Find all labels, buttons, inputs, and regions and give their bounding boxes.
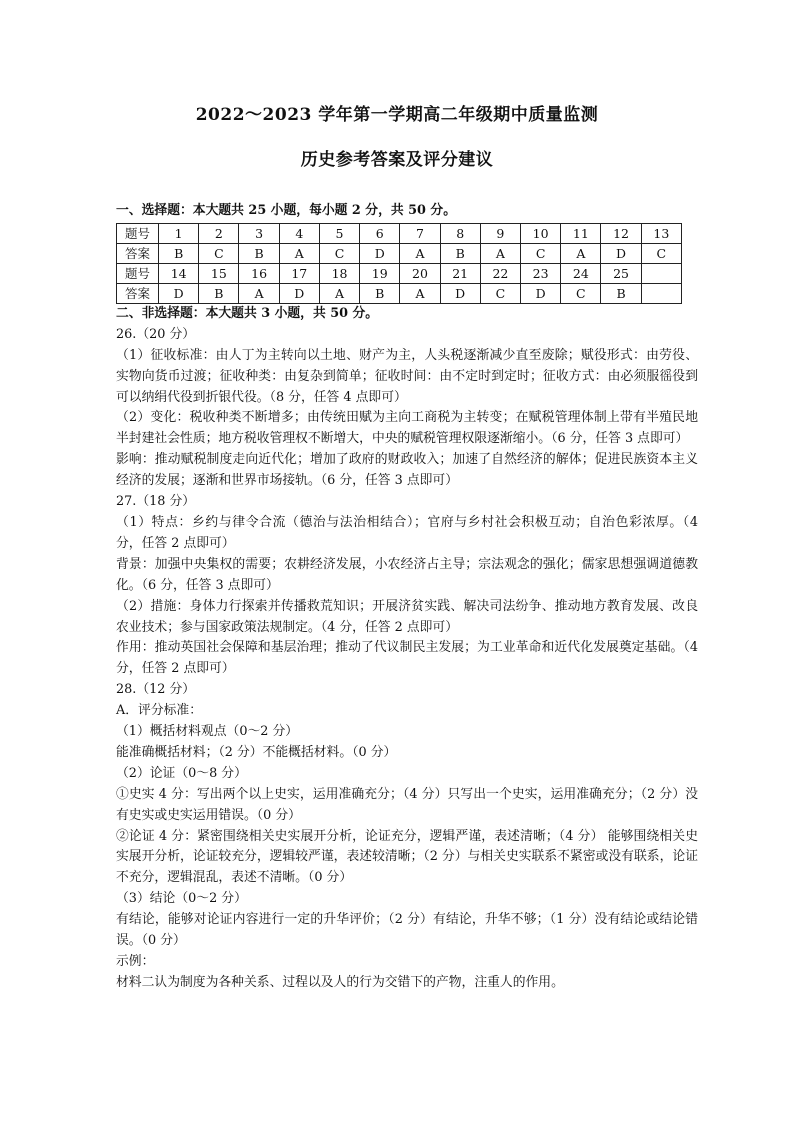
table-cell: A: [279, 243, 319, 263]
table-cell: 2: [199, 223, 239, 243]
paragraph: 材料二认为制度为各种关系、过程以及人的行为交错下的产物，注重人的作用。: [116, 974, 564, 990]
table-cell: D: [601, 243, 641, 263]
table-cell: B: [440, 243, 480, 263]
paragraph: （2）论证（0～8 分）: [116, 765, 247, 781]
paragraph: 示例：: [116, 954, 155, 969]
table-cell: 7: [400, 223, 440, 243]
table-row: [117, 283, 682, 303]
table-cell: A: [400, 283, 440, 303]
table-cell: D: [159, 283, 199, 303]
paragraph: 27.（18 分）: [116, 494, 196, 510]
paragraph: （1）特点：乡约与律令合流（德治与法治相结合）；官府与乡村社会积极互动；自治色彩浓厚。（4 分，任答 2 点即可）: [116, 514, 698, 551]
table-cell: 12: [601, 223, 641, 243]
row-label-question: 题号: [117, 223, 159, 243]
table-cell: [641, 263, 681, 283]
paragraph: 有结论，能够对论证内容进行一定的升华评价；（2 分）有结论，升华不够；（1 分）没有结论或结论错误。（0 分）: [116, 912, 698, 949]
table-cell: 10: [521, 223, 561, 243]
table-cell: 1: [159, 223, 199, 243]
table-cell: 14: [159, 263, 199, 283]
paragraph: （1）概括材料观点（0～2 分）: [116, 724, 299, 740]
paragraph: 作用：推动英国社会保障和基层治理；推动了代议制民主发展；为工业革命和近代化发展奠定基础。（4 分，任答 2 点即可）: [116, 640, 698, 677]
table-cell: D: [521, 283, 561, 303]
section-heading-choice: 一、选择题：本大题共 25 小题，每小题 2 分，共 50 分。: [116, 203, 456, 218]
paragraph: （1）征收标准：由人丁为主转向以土地、财产为主，人头税逐渐减少直至废除；赋役形式：由劳役、实物向货币过渡；征收种类：由复杂到简单；征收时间：由不定时到定时；征收方式：由必须服徭役到可以纳绢代役到折银代役。（8 分，任答 4 点即可）: [116, 347, 698, 405]
paragraph: ①史实 4 分：写出两个以上史实，运用准确充分；（4 分）只写出一个史实，运用准确充分；（2 分）没有史实或史实运用错误。（0 分）: [116, 786, 698, 823]
table-cell: 11: [561, 223, 601, 243]
table-cell: 22: [480, 263, 520, 283]
table-cell: 13: [641, 223, 681, 243]
table-cell: 15: [199, 263, 239, 283]
table-cell: 8: [440, 223, 480, 243]
table-cell: B: [239, 243, 279, 263]
table-row: [117, 223, 682, 243]
table-cell: 21: [440, 263, 480, 283]
table-cell: 3: [239, 223, 279, 243]
table-cell: 16: [239, 263, 279, 283]
answer-table: [116, 223, 682, 304]
table-cell: D: [440, 283, 480, 303]
table-cell: 23: [521, 263, 561, 283]
table-cell: A: [319, 283, 359, 303]
table-cell: 5: [319, 223, 359, 243]
table-cell: A: [400, 243, 440, 263]
paragraph: 28.（12 分）: [116, 682, 196, 698]
table-cell: 6: [360, 223, 400, 243]
paragraph: A．评分标准：: [116, 703, 203, 719]
table-cell: C: [319, 243, 359, 263]
table-cell: D: [360, 243, 400, 263]
table-cell: A: [239, 283, 279, 303]
page-title: 2022～2023 学年第一学期高二年级期中质量监测: [195, 105, 599, 125]
table-cell: C: [199, 243, 239, 263]
table-cell: B: [199, 283, 239, 303]
row-label-question: 题号: [117, 263, 159, 283]
paragraph: 影响：推动赋税制度走向近代化；增加了政府的财政收入；加速了自然经济的解体；促进民族资本主义经济的发展；逐渐和世界市场接轨。（6 分，任答 3 点即可）: [116, 452, 698, 489]
row-label-answer: 答案: [117, 243, 159, 263]
paragraph: （3）结论（0～2 分）: [116, 891, 247, 907]
paragraph: 背景：加强中央集权的需要；农耕经济发展，小农经济占主导；宗法观念的强化；儒家思想强调道德教化。（6 分，任答 3 点即可）: [116, 556, 698, 593]
table-row: [117, 263, 682, 283]
section-heading-essay: 二、非选择题：本大题共 3 小题，共 50 分。: [116, 305, 379, 321]
table-cell: [641, 283, 681, 303]
document-body: [116, 201, 698, 994]
row-label-answer: 答案: [117, 283, 159, 303]
table-cell: B: [601, 283, 641, 303]
table-cell: 24: [561, 263, 601, 283]
table-cell: B: [159, 243, 199, 263]
table-cell: 17: [279, 263, 319, 283]
table-cell: B: [360, 283, 400, 303]
table-cell: C: [521, 243, 561, 263]
table-cell: D: [279, 283, 319, 303]
table-cell: 9: [480, 223, 520, 243]
paragraph: 能准确概括材料；（2 分）不能概括材料。（0 分）: [116, 744, 397, 760]
table-cell: A: [480, 243, 520, 263]
page-subtitle: 历史参考答案及评分建议: [300, 150, 494, 170]
table-cell: 18: [319, 263, 359, 283]
table-cell: 25: [601, 263, 641, 283]
paragraph: ②论证 4 分：紧密围绕相关史实展开分析，论证充分，逻辑严谨，表述清晰；（4 分） 能够围绕相关史实展开分析，论证较充分，逻辑较严谨，表述较清晰；（2 分）与相关史实联系不紧密或没有联系，论证不充分，逻辑混乱，表述不清晰。（0 分）: [116, 828, 698, 886]
table-cell: 4: [279, 223, 319, 243]
table-cell: 19: [360, 263, 400, 283]
table-row: [117, 243, 682, 263]
paragraph: 26.（20 分）: [116, 326, 196, 342]
table-cell: C: [561, 283, 601, 303]
table-cell: C: [480, 283, 520, 303]
paragraph: （2）措施：身体力行探索并传播救荒知识；开展济贫实践、解决司法纷争、推动地方教育发展、改良农业技术；参与国家政策法规制定。（4 分，任答 2 点即可）: [116, 598, 698, 635]
table-cell: 20: [400, 263, 440, 283]
table-cell: A: [561, 243, 601, 263]
table-cell: C: [641, 243, 681, 263]
paragraph: （2）变化：税收种类不断增多；由传统田赋为主向工商税为主转变；在赋税管理体制上带有半殖民地半封建社会性质；地方税收管理权不断增大，中央的赋税管理权限逐渐缩小。（6 分，任答 3 点即可）: [116, 410, 698, 447]
